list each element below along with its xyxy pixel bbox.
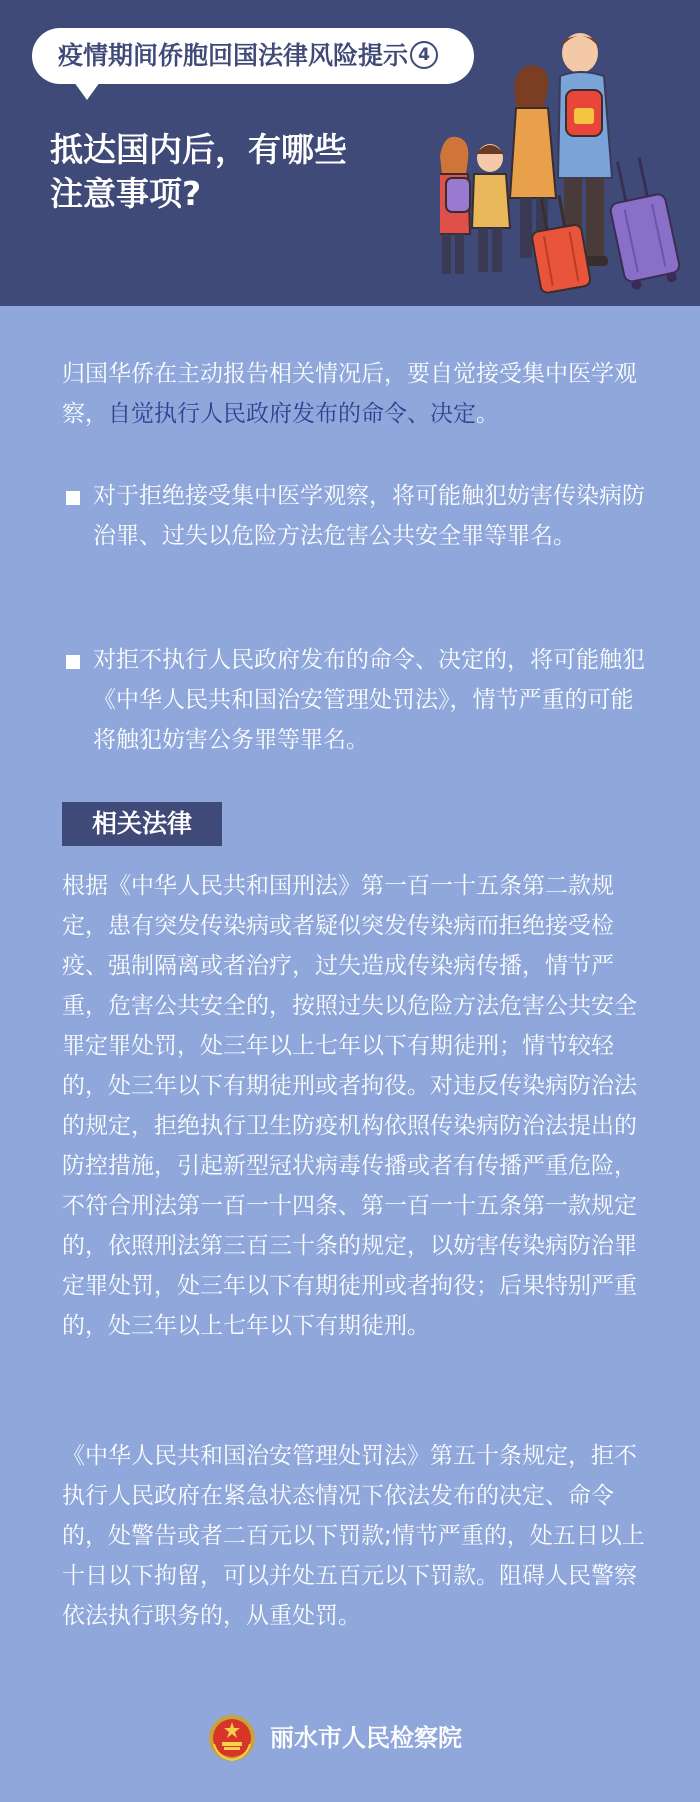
section-label-related-law: 相关法律 <box>62 802 222 846</box>
procuratorate-emblem-icon <box>208 1714 256 1762</box>
intro-paragraph <box>62 354 652 434</box>
intro-highlight: 自觉执行人民政府发布的命令、决定 <box>108 401 476 427</box>
girl-figure <box>440 137 470 274</box>
series-number: 4 <box>410 41 438 69</box>
bullet-item-1: 对于拒绝接受集中医学观察，将可能触犯妨害传染病防治罪、过失以危险方法危害公共安全罪等罪名。 <box>93 483 645 549</box>
org-name: 丽水市人民检察院 <box>270 1724 462 1752</box>
intro-end: 。 <box>476 401 499 427</box>
series-title-bubble <box>32 28 474 84</box>
main-title-line2: 注意事项? <box>50 174 202 213</box>
series-title: 疫情期间侨胞回国法律风险提示 <box>58 41 409 70</box>
intro-text: 归国华侨在主动报告相关情况后，要自觉接受集中医学观察， <box>62 361 637 427</box>
bubble-tail <box>74 82 100 100</box>
purple-suitcase <box>601 154 683 292</box>
bullet-item-2: 对拒不执行人民政府发布的命令、决定的，将可能触犯《中华人民共和国治安管理处罚法》，情节严重的可能将触犯妨害公务罪等罪名。 <box>93 647 645 753</box>
law-paragraph-2: 《中华人民共和国治安管理处罚法》第五十条规定，拒不执行人民政府在紧急状态情况下依法发布的决定、命令的，处警告或者二百元以下罚款;情节严重的，处五日以上十日以下拘留，可以并处五百元以下罚款。阻碍人民警察依法执行职务的，从重处罚。 <box>62 1443 645 1629</box>
bullet-square-icon <box>66 655 80 669</box>
main-title-line1: 抵达国内后，有哪些 <box>50 130 347 169</box>
bullet-square-icon <box>66 491 80 505</box>
travelers-illustration <box>440 28 700 306</box>
law-paragraph-1: 根据《中华人民共和国刑法》第一百一十五条第二款规定，患有突发传染病或者疑似突发传染病而拒绝接受检疫、强制隔离或者治疗，过失造成传染病传播，情节严重，危害公共安全的，按照过失以危险方法危害公共安全罪定罪处罚，处三年以上七年以下有期徒刑；情节较轻的，处三年以下有期徒刑或者拘役。对违反传染病防治法的规定，拒绝执行卫生防疫机构依照传染病防治法提出的防控措施，引起新型冠状病毒传播或者有传播严重危险，不符合刑法第一百一十四条、第一百一十五条第一款规定的，依照刑法第三百三十条的规定，以妨害传染病防治罪定罪处罚，处三年以下有期徒刑或者拘役；后果特别严重的，处三年以上七年以下有期徒刑。 <box>62 873 637 1339</box>
main-title <box>50 128 430 216</box>
boy-figure <box>472 144 510 272</box>
header-banner <box>0 0 700 306</box>
footer <box>0 1712 700 1772</box>
